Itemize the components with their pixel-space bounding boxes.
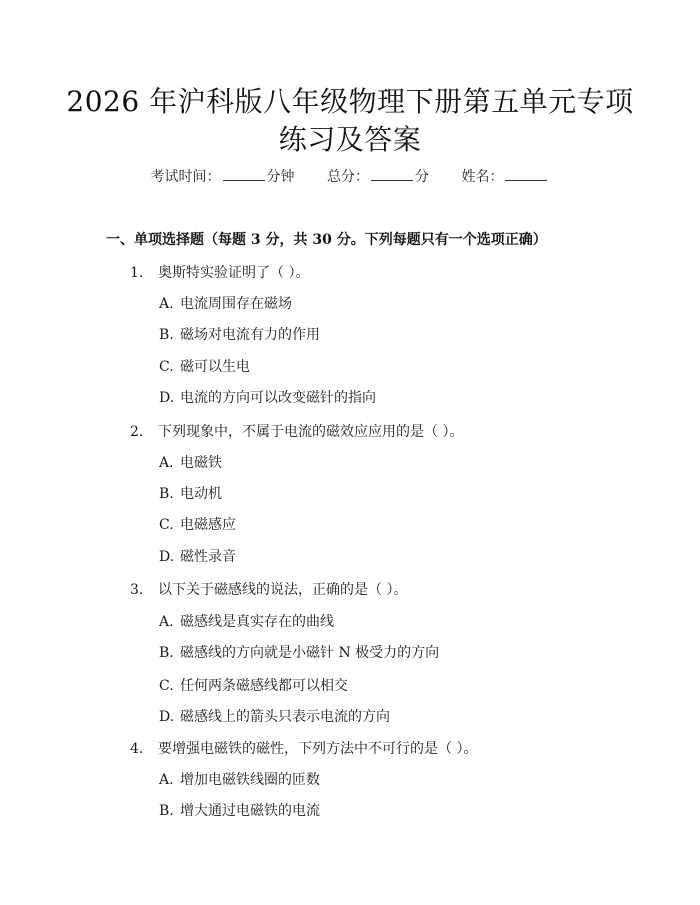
option-letter: B. [159, 486, 174, 502]
option-letter: B. [159, 327, 174, 343]
exam-info-row [0, 166, 700, 188]
option-letter: C. [159, 517, 174, 533]
option-text: 磁性录音 [180, 549, 236, 565]
option-text: 电动机 [180, 486, 222, 502]
option-letter: D. [159, 549, 175, 565]
question-number: 2. [130, 424, 144, 440]
option-text: 电流的方向可以改变磁针的指向 [180, 390, 376, 406]
option-text: 磁场对电流有力的作用 [180, 327, 320, 343]
option-text: 磁感线的方向就是小磁针 N 极受力的方向 [180, 645, 440, 661]
student-name-label: 姓名： [461, 169, 504, 185]
section-heading-single-choice: 一、单项选择题（每题 3 分，共 30 分。下列每题只有一个选项正确） [106, 232, 547, 248]
document-title-line-2: 练习及答案 [278, 123, 422, 156]
exam-time-field [151, 166, 295, 188]
option-letter: C. [159, 359, 174, 375]
option-letter: D. [159, 390, 175, 406]
option-text: 增大通过电磁铁的电流 [180, 803, 320, 819]
question-number: 4. [130, 741, 144, 757]
exam-time-unit: 分钟 [266, 169, 295, 185]
option-text: 磁感线上的箭头只表示电流的方向 [180, 709, 390, 725]
option-letter: A. [159, 455, 174, 471]
option-text: 电流周围存在磁场 [180, 296, 292, 312]
option-letter: C. [159, 678, 174, 694]
total-score-unit: 分 [415, 169, 429, 185]
option-letter: A. [159, 772, 174, 788]
question-text: 要增强电磁铁的磁性，下列方法中不可行的是（ ）。 [158, 741, 478, 757]
exam-time-label: 考试时间： [150, 169, 221, 185]
question-number: 1. [130, 265, 144, 281]
document-title-line-1: 2026 年沪科版八年级物理下册第五单元专项 [66, 85, 634, 118]
option-letter: A. [159, 296, 174, 312]
question-text: 下列现象中，不属于电流的磁效应应用的是（ ）。 [158, 424, 464, 440]
option-letter: B. [159, 645, 174, 661]
student-name-blank [505, 166, 547, 181]
student-name-field [461, 166, 549, 188]
option-text: 电磁铁 [180, 455, 222, 471]
question-text: 以下关于磁感线的说法，正确的是（ ）。 [158, 582, 408, 598]
option-text: 增加电磁铁线圈的匝数 [180, 772, 320, 788]
option-letter: A. [159, 614, 174, 630]
exam-time-blank [223, 166, 265, 181]
option-text: 电磁感应 [180, 517, 236, 533]
option-text: 磁可以生电 [180, 359, 250, 375]
option-text: 磁感线是真实存在的曲线 [180, 614, 334, 630]
option-letter: B. [159, 803, 174, 819]
option-letter: D. [159, 709, 175, 725]
question-text: 奥斯特实验证明了（ ）。 [158, 265, 310, 281]
total-score-blank [371, 166, 413, 181]
total-score-field [327, 166, 429, 188]
option-text: 任何两条磁感线都可以相交 [180, 678, 348, 694]
total-score-label: 总分： [327, 169, 369, 185]
question-number: 3. [130, 582, 144, 598]
